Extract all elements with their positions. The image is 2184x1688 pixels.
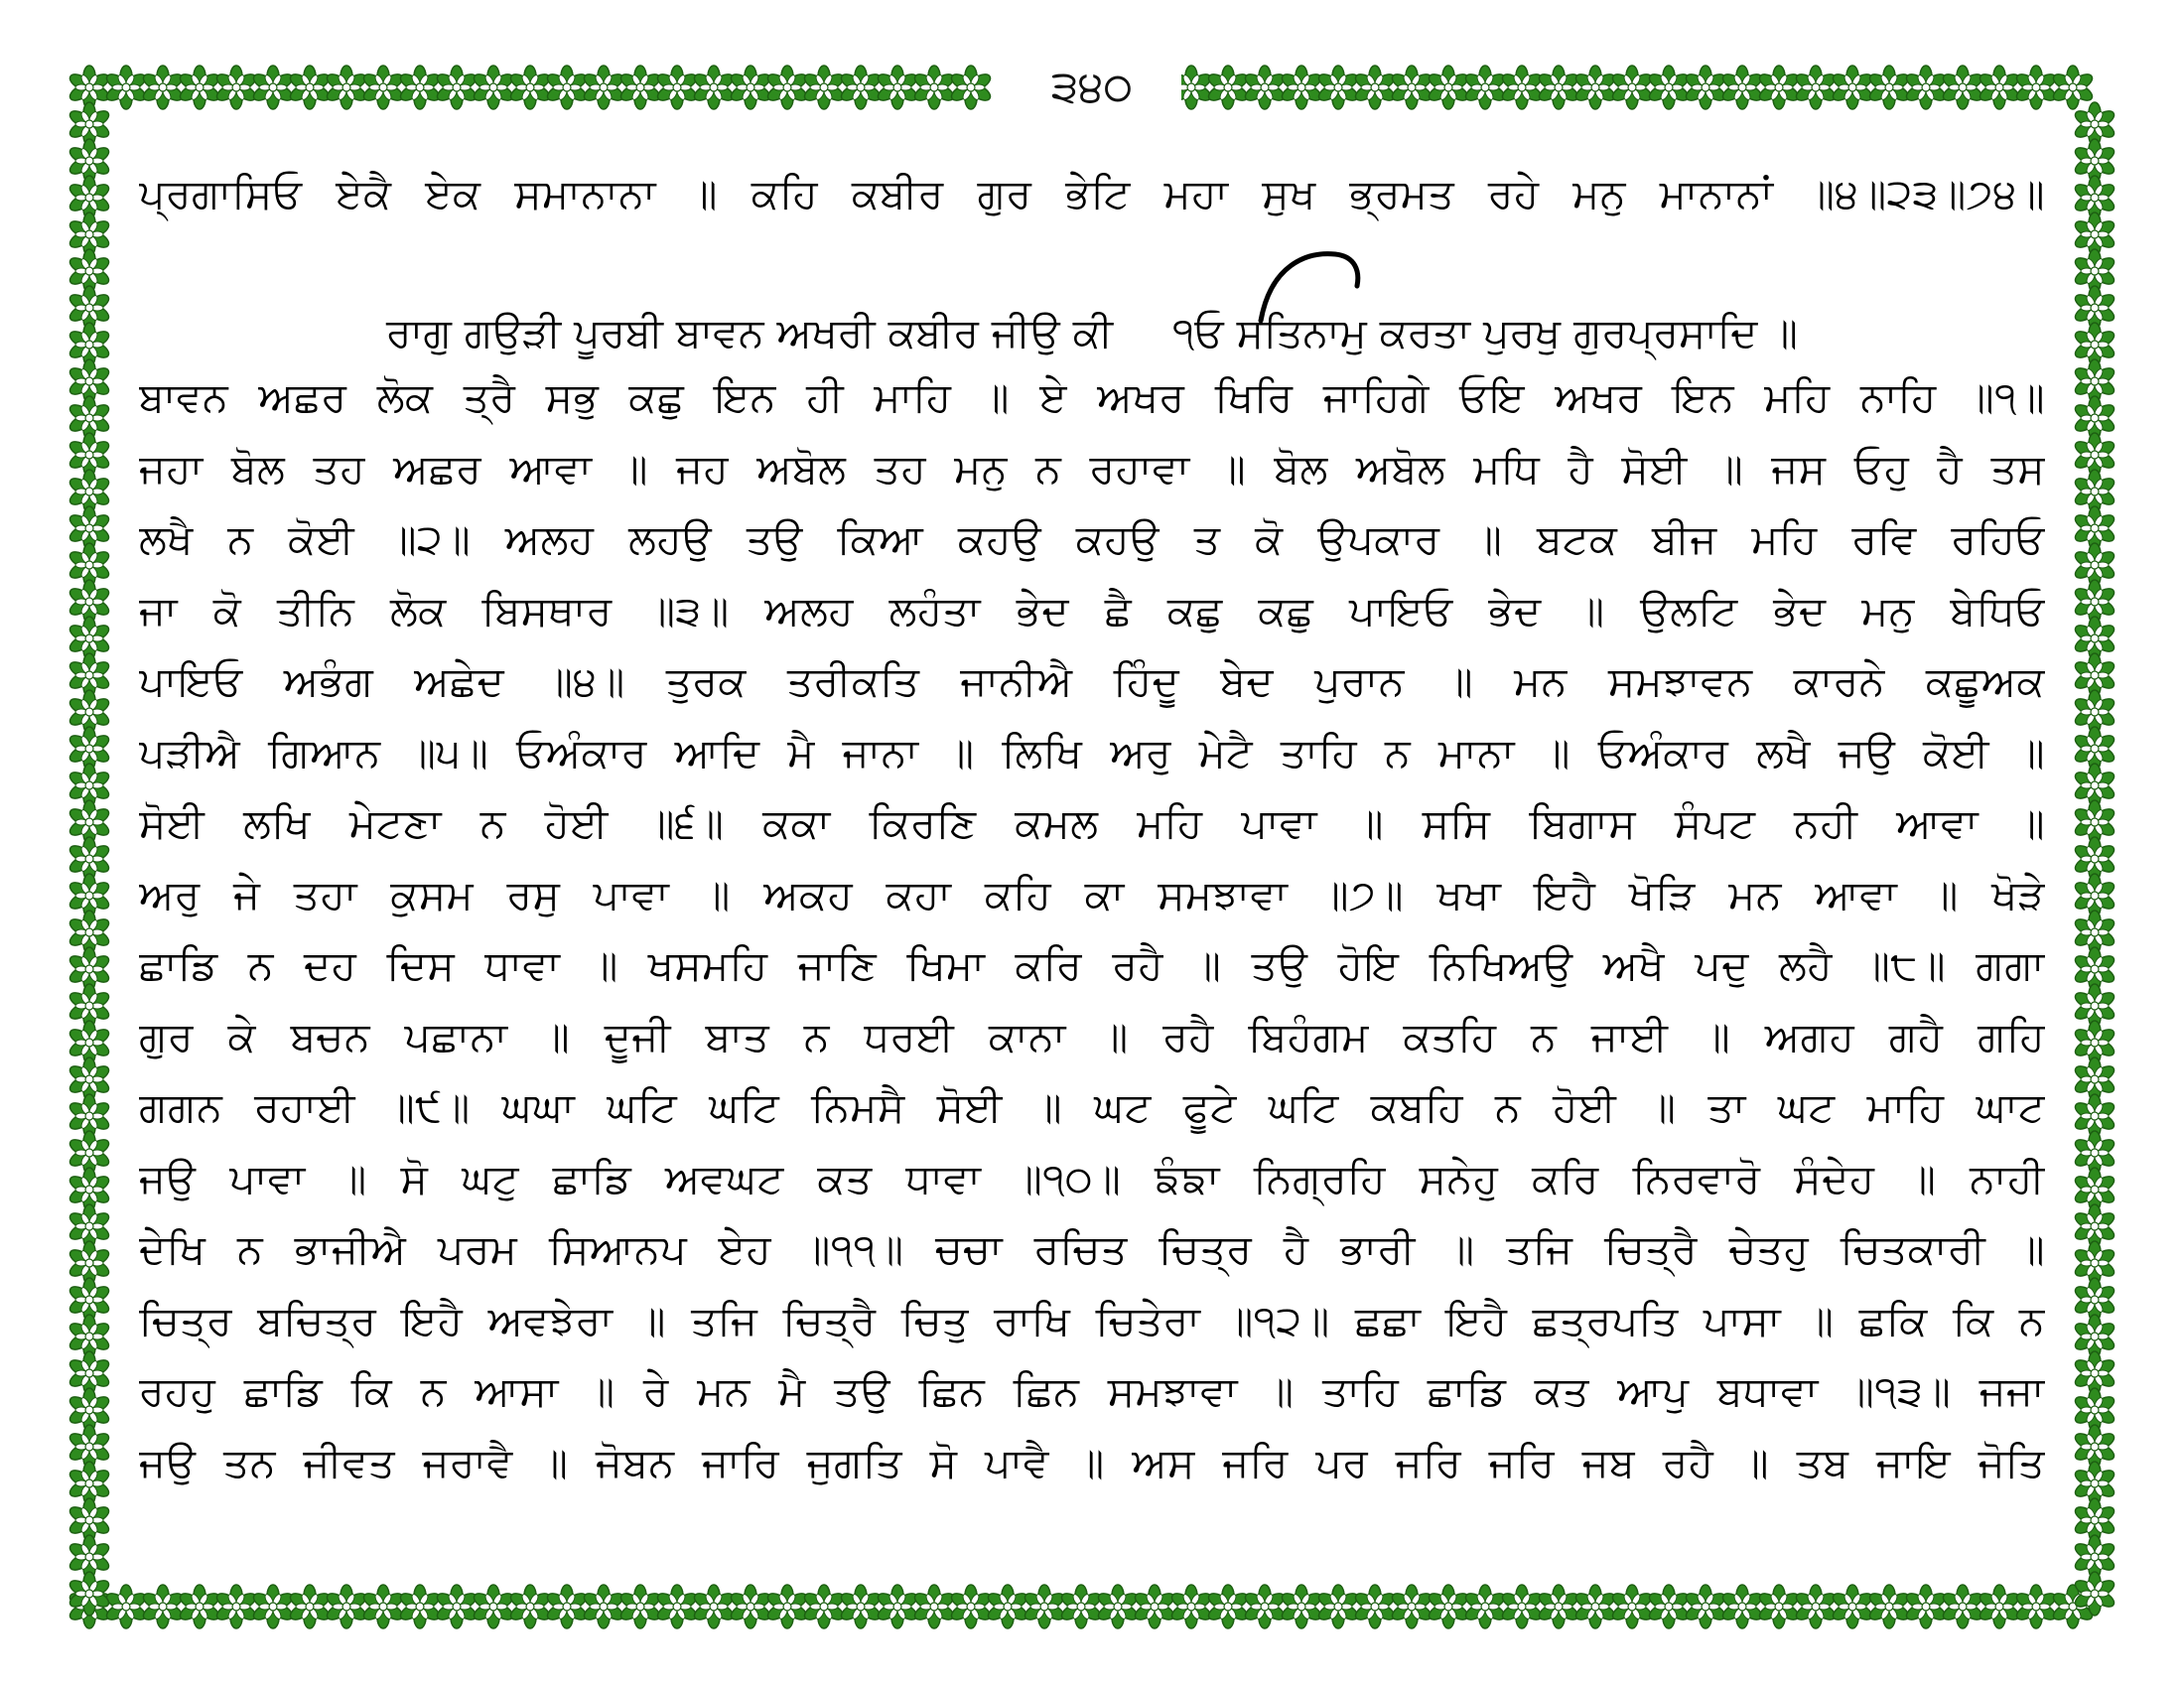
flower-icon xyxy=(325,1585,368,1628)
flower-icon xyxy=(1243,1585,1287,1628)
flower-icon xyxy=(802,66,846,109)
flower-icon xyxy=(582,66,625,109)
flower-icon xyxy=(1023,1585,1066,1628)
flower-icon xyxy=(1904,66,1948,109)
verse-line: ਚਿਤ੍ਰ ਬਚਿਤ੍ਰ ਇਹੈ ਅਵਝੇਰਾ ॥ ਤਜਿ ਚਿਤ੍ਰੈ ਚਿਤੁ ਰਾਖਿ ਚਿਤੇਰਾ ॥੧੨॥ ਛਛਾ ਇਹੈ ਛਤ੍ਰਪਤਿ ਪਾਸਾ ॥ ਛਕਿ ਕਿ ਨ xyxy=(139,1296,2045,1344)
flower-icon xyxy=(692,66,736,109)
flower-icon xyxy=(1316,1585,1360,1628)
flower-icon xyxy=(765,1585,809,1628)
flower-icon xyxy=(1463,66,1507,109)
flower-icon xyxy=(1867,1585,1911,1628)
flower-icon xyxy=(251,1585,295,1628)
flower-icon xyxy=(251,66,295,109)
flower-icon xyxy=(1243,66,1287,109)
flower-icon xyxy=(104,66,148,109)
opening-line: ਪ੍ਰਗਾਸਿਓ ਏਕੈ ਏਕ ਸਮਾਨਾਨਾ ॥ ਕਹਿ ਕਬੀਰ ਗੁਰ ਭੇਟਿ ਮਹਾ ਸੁਖ ਭ੍ਰਮਤ ਰਹੇ ਮਨੁ ਮਾਨਾਨਾਂ ॥੪॥੨੩॥੭੪॥ xyxy=(139,170,2045,217)
flower-icon xyxy=(1573,66,1617,109)
flower-icon xyxy=(949,1585,993,1628)
flower-icon xyxy=(1206,66,1250,109)
flower-icon xyxy=(876,1585,919,1628)
flower-icon xyxy=(692,1585,736,1628)
flower-icon xyxy=(288,1585,332,1628)
flower-icon xyxy=(839,66,883,109)
flower-icon xyxy=(545,66,589,109)
flower-icon xyxy=(472,66,515,109)
flower-icon xyxy=(141,66,185,109)
flower-icon xyxy=(104,1585,148,1628)
verse-line: ਲਖੈ ਨ ਕੋਈ ॥੨॥ ਅਲਹ ਲਹਉ ਤਉ ਕਿਆ ਕਹਉ ਕਹਉ ਤ ਕੋ ਉਪਕਾਰ ॥ ਬਟਕ ਬੀਜ ਮਹਿ ਰਵਿ ਰਹਿਓ xyxy=(139,515,2045,563)
flower-icon xyxy=(545,1585,589,1628)
verse-line: ਗੁਰ ਕੇ ਬਚਨ ਪਛਾਨਾ ॥ ਦੂਜੀ ਬਾਤ ਨ ਧਰਈ ਕਾਨਾ ॥ ਰਹੈ ਬਿਹੰਗਮ ਕਤਹਿ ਨ ਜਾਈ ॥ ਅਗਹ ਗਹੈ ਗਹਿ xyxy=(139,1012,2045,1060)
flower-icon xyxy=(1500,1585,1544,1628)
flower-icon xyxy=(1831,66,1874,109)
flower-icon xyxy=(1647,1585,1691,1628)
page-number: ੩੪੦ xyxy=(1003,58,1181,117)
flower-icon xyxy=(361,1585,405,1628)
flower-icon xyxy=(435,66,478,109)
flower-icon xyxy=(472,1585,515,1628)
flower-icon xyxy=(1757,1585,1801,1628)
flower-icon xyxy=(618,66,662,109)
flower-icon xyxy=(949,66,993,109)
verse-line: ਰਹਹੁ ਛਾਡਿ ਕਿ ਨ ਆਸਾ ॥ ਰੇ ਮਨ ਮੈ ਤਉ ਛਿਨ ਛਿਨ ਸਮਝਾਵਾ ॥ ਤਾਹਿ ਛਾਡਿ ਕਤ ਆਪੁ ਬਧਾਵਾ ॥੧੩॥ ਜਜਾ xyxy=(139,1367,2045,1415)
flower-icon xyxy=(1757,66,1801,109)
flower-icon xyxy=(1169,1585,1213,1628)
verse-line: ਜਉ ਪਾਵਾ ॥ ਸੋ ਘਟੁ ਛਾਡਿ ਅਵਘਟ ਕਤ ਧਾਵਾ ॥੧੦॥ ਙੰਙਾ ਨਿਗ੍ਰਹਿ ਸਨੇਹੁ ਕਰਿ ਨਿਰਵਾਰੋ ਸੰਦੇਹ ॥ ਨਾਹੀ xyxy=(139,1154,2045,1202)
flower-icon xyxy=(1610,66,1654,109)
flower-icon xyxy=(398,66,442,109)
flower-icon xyxy=(1794,1585,1838,1628)
flower-icon xyxy=(1610,1585,1654,1628)
section-heading xyxy=(139,293,2045,372)
flower-icon xyxy=(876,66,919,109)
flower-icon xyxy=(1684,1585,1727,1628)
flower-icon xyxy=(1390,1585,1433,1628)
flower-icon xyxy=(1537,66,1580,109)
heading-invocation: ੧ਓ ਸਤਿਨਾਮੁ ਕਰਤਾ ਪੁਰਖੁ ਗੁਰਪ੍ਰਸਾਦਿ ॥ xyxy=(1172,309,1798,356)
verse-line: ਦੇਖਿ ਨ ਭਾਜੀਐ ਪਰਮ ਸਿਆਨਪ ਏਹ ॥੧੧॥ ਚਚਾ ਰਚਿਤ ਚਿਤ੍ਰ ਹੈ ਭਾਰੀ ॥ ਤਜਿ ਚਿਤ੍ਰੈ ਚੇਤਹੁ ਚਿਤਕਾਰੀ ॥ xyxy=(139,1225,2045,1273)
flower-icon xyxy=(1390,66,1433,109)
flower-icon xyxy=(1941,66,1984,109)
flower-icon xyxy=(214,1585,258,1628)
flower-icon xyxy=(1133,1585,1176,1628)
flower-icon xyxy=(802,1585,846,1628)
flower-icon xyxy=(1280,1585,1323,1628)
flower-icon xyxy=(435,1585,478,1628)
flower-icon xyxy=(508,1585,552,1628)
flower-icon xyxy=(1059,1585,1103,1628)
flower-icon xyxy=(325,66,368,109)
flower-icon xyxy=(582,1585,625,1628)
flower-icon xyxy=(2014,66,2058,109)
flower-icon xyxy=(1316,66,1360,109)
verse-line: ਅਰੁ ਜੇ ਤਹਾ ਕੁਸਮ ਰਸੁ ਪਾਵਾ ॥ ਅਕਹ ਕਹਾ ਕਹਿ ਕਾ ਸਮਝਾਵਾ ॥੭॥ ਖਖਾ ਇਹੈ ਖੋੜਿ ਮਨ ਆਵਾ ॥ ਖੋੜੇ xyxy=(139,870,2045,918)
flower-icon xyxy=(361,66,405,109)
verse-line: ਛਾਡਿ ਨ ਦਹ ਦਿਸ ਧਾਵਾ ॥ ਖਸਮਹਿ ਜਾਣਿ ਖਿਮਾ ਕਰਿ ਰਹੈ ॥ ਤਉ ਹੋਇ ਨਿਖਿਅਉ ਅਖੈ ਪਦੁ ਲਹੈ ॥੮॥ ਗਗਾ xyxy=(139,941,2045,989)
flower-icon xyxy=(655,66,699,109)
flower-icon xyxy=(912,66,956,109)
flower-icon xyxy=(1427,66,1470,109)
flower-icon xyxy=(839,1585,883,1628)
flower-icon xyxy=(141,1585,185,1628)
flower-icon xyxy=(1904,1585,1948,1628)
verse-line: ਗਗਨ ਰਹਾਈ ॥੯॥ ਘਘਾ ਘਟਿ ਘਟਿ ਨਿਮਸੈ ਸੋਈ ॥ ਘਟ ਫੂਟੇ ਘਟਿ ਕਬਹਿ ਨ ਹੋਈ ॥ ਤਾ ਘਟ ਮਾਹਿ ਘਾਟ xyxy=(139,1083,2045,1131)
flower-icon xyxy=(1537,1585,1580,1628)
verse-line: ਪੜੀਐ ਗਿਆਨ ॥੫॥ ਓਅੰਕਾਰ ਆਦਿ ਮੈ ਜਾਨਾ ॥ ਲਿਖਿ ਅਰੁ ਮੇਟੈ ਤਾਹਿ ਨ ਮਾਨਾ ॥ ਓਅੰਕਾਰ ਲਖੈ ਜਉ ਕੋਈ ॥ xyxy=(139,728,2045,776)
flower-icon xyxy=(1831,1585,1874,1628)
flower-icon xyxy=(2051,66,2095,109)
flower-icon xyxy=(912,1585,956,1628)
flower-icon xyxy=(1684,66,1727,109)
flower-icon xyxy=(655,1585,699,1628)
verse-line: ਜਾ ਕੋ ਤੀਨਿ ਲੋਕ ਬਿਸਥਾਰ ॥੩॥ ਅਲਹ ਲਹੰਤਾ ਭੇਦ ਛੈ ਕਛੁ ਕਛੁ ਪਾਇਓ ਭੇਦ ॥ ਉਲਟਿ ਭੇਦ ਮਨੁ ਬੇਧਿਓ xyxy=(139,586,2045,634)
flower-icon xyxy=(214,66,258,109)
flower-icon xyxy=(178,1585,221,1628)
flower-icon xyxy=(1978,66,2021,109)
verse-line: ਸੋਈ ਲਖਿ ਮੇਟਣਾ ਨ ਹੋਈ ॥੬॥ ਕਕਾ ਕਿਰਣਿ ਕਮਲ ਮਹਿ ਪਾਵਾ ॥ ਸਸਿ ਬਿਗਾਸ ਸੰਪਟ ਨਹੀ ਆਵਾ ॥ xyxy=(139,799,2045,847)
flower-icon xyxy=(1647,66,1691,109)
verse-line: ਪਾਇਓ ਅਭੰਗ ਅਛੇਦ ॥੪॥ ਤੁਰਕ ਤਰੀਕਤਿ ਜਾਨੀਐ ਹਿੰਦੂ ਬੇਦ ਪੁਰਾਨ ॥ ਮਨ ਸਮਝਾਵਨ ਕਾਰਨੇ ਕਛੂਅਕ xyxy=(139,657,2045,705)
flower-icon xyxy=(1463,1585,1507,1628)
flower-icon xyxy=(398,1585,442,1628)
flower-icon xyxy=(1573,1585,1617,1628)
flower-icon xyxy=(1206,1585,1250,1628)
flower-icon xyxy=(2014,1585,2058,1628)
verse-line: ਬਾਵਨ ਅਛਰ ਲੋਕ ਤ੍ਰੈ ਸਭੁ ਕਛੁ ਇਨ ਹੀ ਮਾਹਿ ॥ ਏ ਅਖਰ ਖਿਰਿ ਜਾਹਿਗੇ ਓਇ ਅਖਰ ਇਨ ਮਹਿ ਨਾਹਿ ॥੧॥ xyxy=(139,373,2045,421)
flower-icon xyxy=(1427,1585,1470,1628)
flower-icon xyxy=(178,66,221,109)
flower-icon xyxy=(1500,66,1544,109)
flower-icon xyxy=(729,1585,772,1628)
flower-icon xyxy=(1353,1585,1397,1628)
flower-icon xyxy=(1978,1585,2021,1628)
flower-icon xyxy=(1720,66,1764,109)
flower-icon xyxy=(1794,66,1838,109)
verse-line: ਜਹਾ ਬੋਲ ਤਹ ਅਛਰ ਆਵਾ ॥ ਜਹ ਅਬੋਲ ਤਹ ਮਨੁ ਨ ਰਹਾਵਾ ॥ ਬੋਲ ਅਬੋਲ ਮਧਿ ਹੈ ਸੋਈ ॥ ਜਸ ਓਹੁ ਹੈ ਤਸ xyxy=(139,444,2045,492)
flower-icon xyxy=(729,66,772,109)
flower-icon xyxy=(1720,1585,1764,1628)
heading-title: ਰਾਗੁ ਗਉੜੀ ਪੂਰਬੀ ਬਾਵਨ ਅਖਰੀ ਕਬੀਰ ਜੀਉ ਕੀ xyxy=(386,309,1114,356)
flower-icon xyxy=(618,1585,662,1628)
flower-icon xyxy=(1353,66,1397,109)
flower-icon xyxy=(1941,1585,1984,1628)
flower-icon xyxy=(508,66,552,109)
flower-icon xyxy=(986,1585,1029,1628)
flower-icon xyxy=(1096,1585,1140,1628)
flower-icon xyxy=(1867,66,1911,109)
flower-icon xyxy=(765,66,809,109)
verse-line: ਜਉ ਤਨ ਜੀਵਤ ਜਰਾਵੈ ॥ ਜੋਬਨ ਜਾਰਿ ਜੁਗਤਿ ਸੋ ਪਾਵੈ ॥ ਅਸ ਜਰਿ ਪਰ ਜਰਿ ਜਰਿ ਜਬ ਰਹੈ ॥ ਤਬ ਜਾਇ ਜੋਤਿ xyxy=(139,1438,2045,1486)
ek-onkar-arc-icon xyxy=(1246,246,1395,326)
flower-icon xyxy=(288,66,332,109)
flower-icon xyxy=(1280,66,1323,109)
